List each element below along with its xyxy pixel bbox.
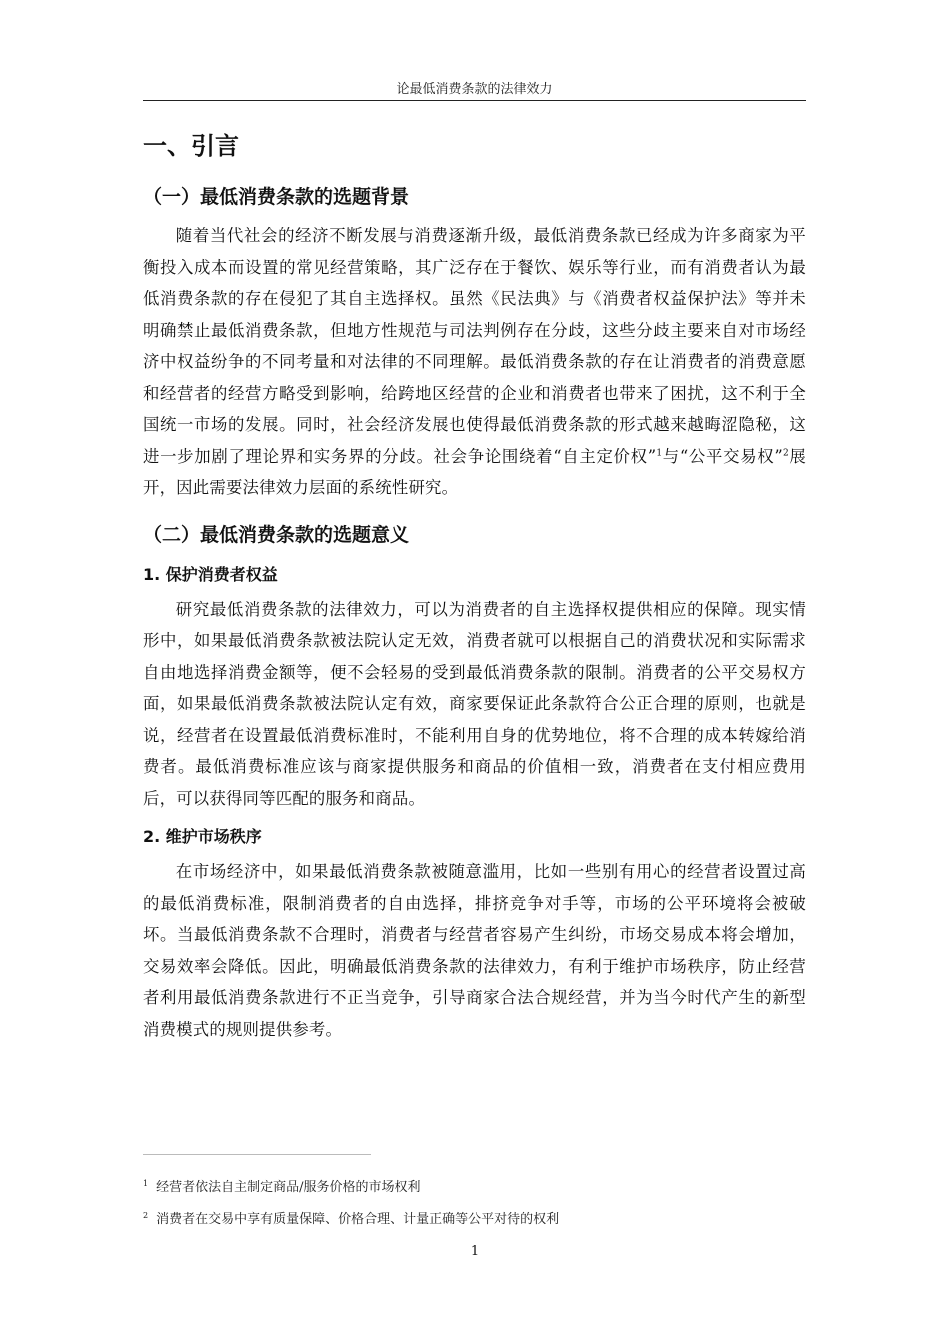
running-header: 论最低消费条款的法律效力: [396, 82, 553, 97]
footnote-2: [143, 1208, 559, 1227]
header-rule: [143, 100, 806, 101]
item-heading-consumer-rights: 1. 保护消费者权益: [143, 564, 278, 584]
footnote-mark: 1: [143, 1178, 149, 1188]
footnote-rule: [143, 1154, 371, 1155]
footnote-mark: 2: [143, 1210, 149, 1220]
page-number: 1: [470, 1244, 480, 1259]
page-content: [143, 114, 806, 1045]
item-heading-market-order: 2. 维护市场秩序: [143, 827, 262, 846]
footnote-1: [143, 1176, 420, 1195]
background-text-c: 展开，因此需要法律效力层面的系统性研究。: [143, 446, 806, 497]
background-text-a: 随着当代社会的经济不断发展与消费逐渐升级，最低消费条款已经成为许多商家为平衡投入成本而设置的常见经营策略，其广泛存在于餐饮、娱乐等行业，而有消费者认为最低消费条款的存在侵犯了其自主选择权。虽然《民法典》与《消费者权益保护法》等并未明确禁止最低消费条款，但地方性规范与司法判例存在分歧，这些分歧主要来自对市场经济中权益纷争的不同考量和对法律的不同理解。最低消费条款的存在让消费者的消费意愿和经营者的经营方略受到影响，给跨地区经营的企业和消费者也带来了困扰，这不利于全国统一市场的发展。同时，社会经济发展也使得最低消费条款的形式越来越晦涩隐秘，这进一步加剧了理论界和实务界的分歧。社会争论围绕着“自主定价权”: [143, 226, 806, 466]
footnote-text: 经营者依法自主制定商品/服务价格的市场权利: [156, 1180, 421, 1195]
consumer-rights-paragraph: 研究最低消费条款的法律效力，可以为消费者的自主选择权提供相应的保障。现实情形中，如果最低消费条款被法院认定无效，消费者就可以根据自己的消费状况和实际需求自由地选择消费金额等，便不会轻易的受到最低消费条款的限制。消费者的公平交易权方面，如果最低消费条款被法院认定有效，商家要保证此条款符合公正合理的原则，也就是说，经营者在设置最低消费标准时，不能利用自身的优势地位，将不合理的成本转嫁给消费者。最低消费标准应该与商家提供服务和商品的价值相一致，消费者在支付相应费用后，可以获得同等匹配的服务和商品。: [143, 599, 806, 808]
section-heading: 一、引言: [143, 132, 239, 160]
subsection-heading-significance: （二）最低消费条款的选题意义: [143, 523, 410, 546]
footnote-text: 消费者在交易中享有质量保障、价格合理、计量正确等公平对待的权利: [156, 1212, 560, 1227]
market-order-paragraph: 在市场经济中，如果最低消费条款被随意滥用，比如一些别有用心的经营者设置过高的最低消费标准，限制消费者的自由选择，排挤竞争对手等，市场的公平环境将会被破坏。当最低消费条款不合理时，消费者与经营者容易产生纠纷，市场交易成本将会增加，交易效率会降低。因此，明确最低消费条款的法律效力，有利于维护市场秩序，防止经营者利用最低消费条款进行不正当竞争，引导商家合法合规经营，并为当今时代产生的新型消费模式的规则提供参考。: [143, 862, 806, 1039]
footnote-ref-2[interactable]: 2: [782, 448, 789, 459]
background-text-b: 与“公平交易权”: [662, 446, 783, 466]
background-paragraph: [143, 220, 806, 504]
footnote-ref-1[interactable]: 1: [656, 448, 663, 459]
subsection-heading-background: （一）最低消费条款的选题背景: [143, 186, 410, 208]
